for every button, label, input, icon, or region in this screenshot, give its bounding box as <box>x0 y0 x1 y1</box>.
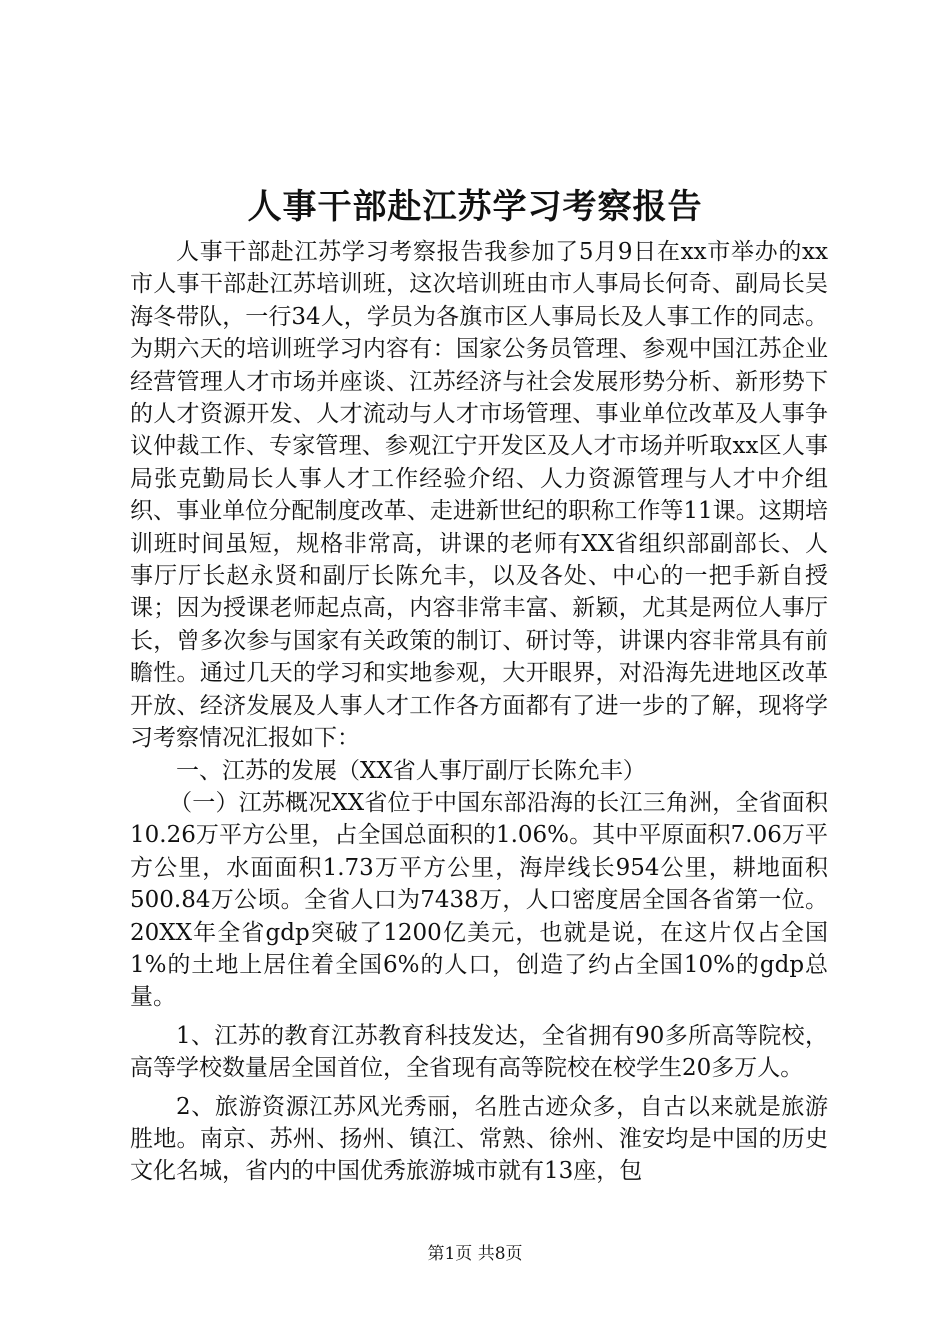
paragraph-education: 1、江苏的教育江苏教育科技发达，全省拥有90多所高等院校，高等学校数量居全国首位，全省现有高等院校在校学生20多万人。 <box>130 1022 828 1082</box>
paragraph-tourism: 2、旅游资源江苏风光秀丽，名胜古迹众多，自古以来就是旅游胜地。南京、苏州、扬州、镇江、常熟、徐州、淮安均是中国的历史文化名城，省内的中国优秀旅游城市就有13座，包 <box>130 1093 828 1185</box>
paragraph-intro: 人事干部赴江苏学习考察报告我参加了5月9日在xx市举办的xx市人事干部赴江苏培训班，这次培训班由市人事局长何奇、副局长吴海冬带队，一行34人，学员为各旗市区人事局长及人事工作的同志。为期六天的培训班学习内容有：国家公务员管理、参观中国江苏企业经营管理人才市场并座谈、江苏经济与社会发展形势分析、新形势下的人才资源开发、人才流动与人才市场管理、事业单位改革及人事争议仲裁工作、专家管理、参观江宁开发区及人才市场并听取xx区人事局张克勤局长人事人才工作经验介绍、人力资源管理与人才中介组织、事业单位分配制度改革、走进新世纪的职称工作等11课。这期培训班时间虽短，规格非常高，讲课的老师有XX省组织部副部长、人事厅厅长赵永贤和副厅长陈允丰，以及各处、中心的一把手新自授课；因为授课老师起点高，内容非常丰富、新颖，尤其是两位人事厅长，曾多次参与国家有关政策的制订、研讨等，讲课内容非常具有前瞻性。通过几天的学习和实地参观，大开眼界，对沿海先进地区改革开放、经济发展及人事人才工作各方面都有了进一步的了解，现将学习考察情况汇报如下： <box>130 239 828 752</box>
paragraph-section-heading: 一、江苏的发展（XX省人事厅副厅长陈允丰） <box>176 757 646 784</box>
page-number-footer: 第1页 共8页 <box>427 1244 523 1264</box>
paragraph-overview: （一）江苏概况XX省位于中国东部沿海的长江三角洲，全省面积10.26万平方公里，占全国总面积的1.06%。其中平原面积7.06万平方公里，水面面积1.73万平方公里，海岸线长954公里，耕地面积500.84万公顷。全省人口为7438万，人口密度居全国各省第一位。20XX年全省gdp突破了1200亿美元，也就是说，在这片仅占全国1%的土地上居住着全国6%的人口，创造了约占全国10%的gdp总量。 <box>130 789 828 1011</box>
document-body <box>130 236 828 1188</box>
document-title: 人事干部赴江苏学习考察报告 <box>247 187 703 227</box>
